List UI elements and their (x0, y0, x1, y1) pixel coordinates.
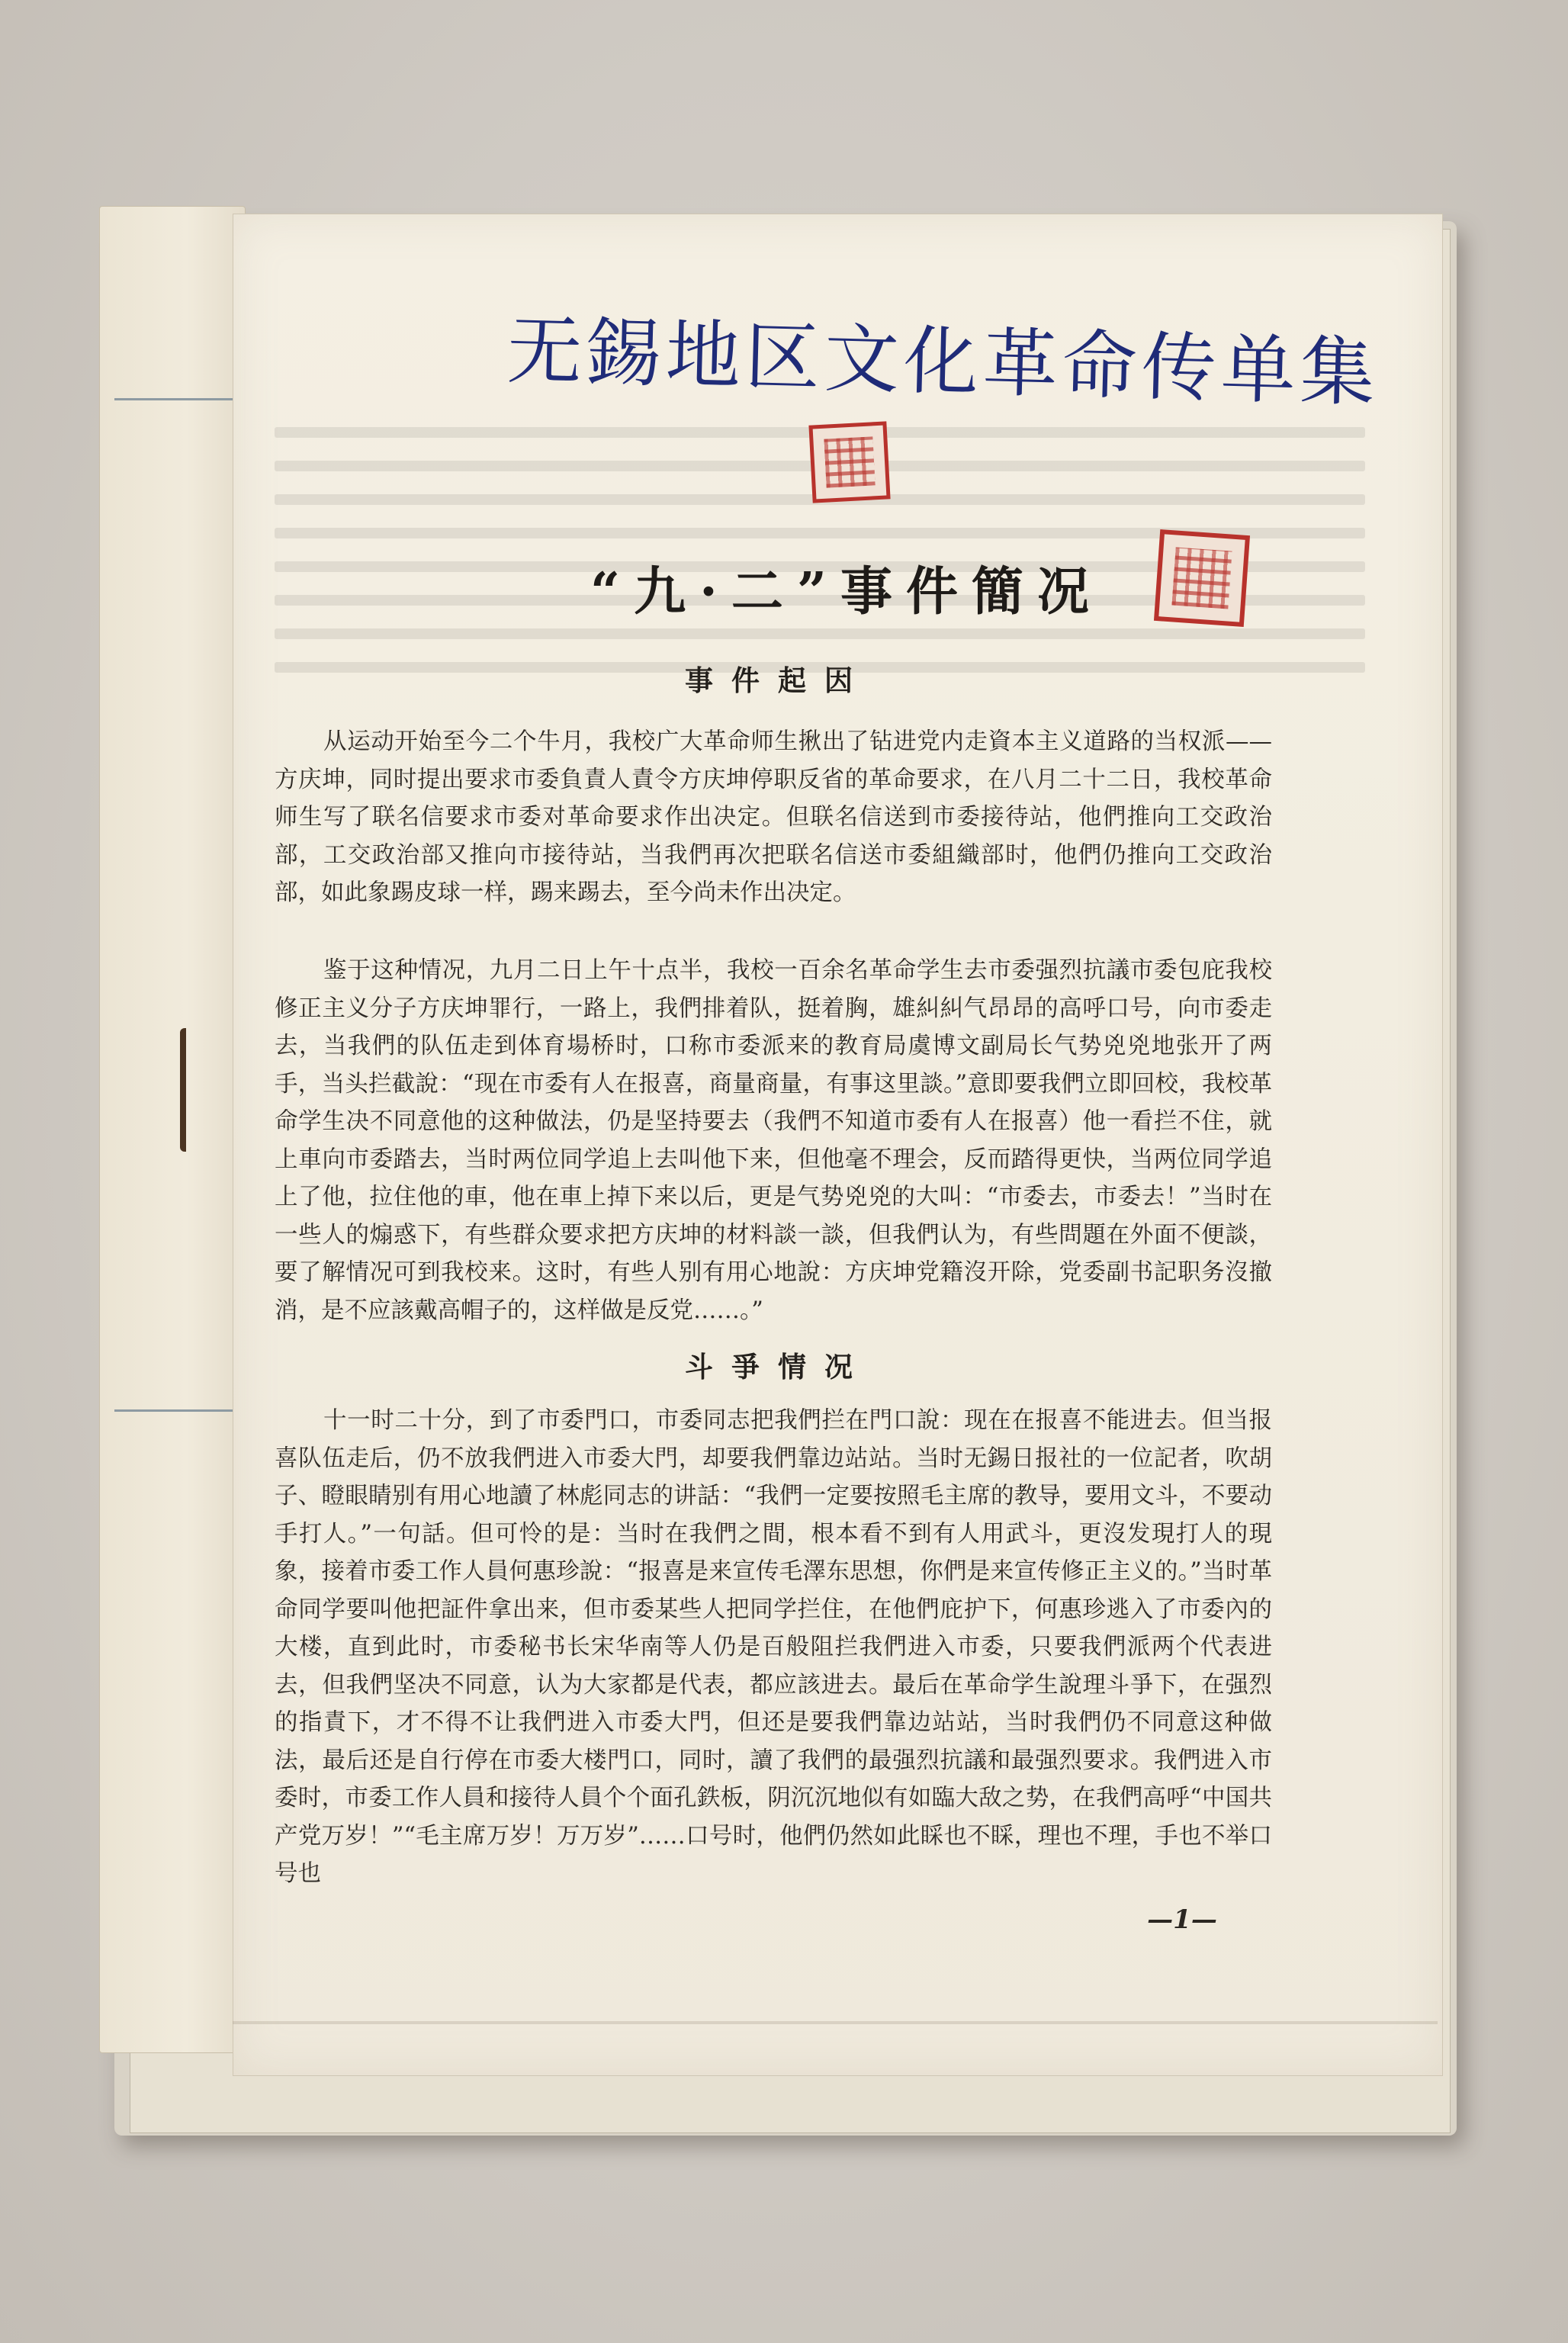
binding-hole-mark (180, 1028, 197, 1152)
page-number: —1— (1147, 1904, 1217, 1935)
red-seal-stamp (808, 421, 890, 503)
page-fold (233, 2021, 1438, 2024)
handwritten-collection-label: 无錫地区文化革命传单集 (506, 307, 1381, 417)
red-seal-stamp (1154, 529, 1250, 627)
binding-thread (114, 1409, 248, 1412)
paragraph: 从运动开始至今二个牛月，我校广大革命师生揪出了钻进党内走資本主义道路的当权派——方庆坤，同时提出要求市委負責人責令方庆坤停职反省的革命要求，在八月二十二日，我校革命师生写了联名信要求市委对革命要求作出决定。但联名信送到市委接待站，他們推向工交政治部，工交政治部又推向市接待站，当我們再次把联名信送市委組織部时，他們仍推向工交政治部，如此象踢皮球一样，踢来踢去，至今尚未作出决定。 (275, 728, 1272, 906)
document-title: “九·二”事件簡况 (590, 561, 1103, 622)
paragraph: 十一时二十分，到了市委門口，市委同志把我們拦在門口說：现在在报喜不能进去。但当报喜队伍走后，仍不放我們进入市委大門，却要我們靠边站站。当时无錫日报社的一位記者，吹胡子、瞪眼睛别有用心地讀了林彪同志的讲話：“我們一定要按照毛主席的教导，要用文斗，不要动手打人。”一句話。但可怜的是：当时在我們之間，根本看不到有人用武斗，更沒发現打人的現象，接着市委工作人員何惠珍說：“报喜是来宣传毛澤东思想，你們是来宣传修正主义的。”当时革命同学要叫他把証件拿出来，但市委某些人把同学拦住，在他們庇护下，何惠珍逃入了市委內的大楼，直到此时，市委秘书长宋华南等人仍是百般阻拦我們进入市委，只要我們派两个代表进去，但我們坚决不同意，认为大家都是代表，都应該进去。最后在革命学生說理斗爭下，在强烈的指責下，才不得不让我們进入市委大門，但还是要我們靠边站站，当时我們仍不同意这种做法，最后还是自行停在市委大楼門口，同时，讀了我們的最强烈抗議和最强烈要求。我們进入市委时，市委工作人員和接待人員个个面孔鉄板，阴沉沉地似有如臨大敌之势，在我們高呼“中国共产党万岁！”“毛主席万岁！万万岁”……口号时，他們仍然如此睬也不睬，理也不理，手也不举口号也 (275, 1407, 1272, 1887)
paragraph: 鉴于这种情况，九月二日上午十点半，我校一百余名革命学生去市委强烈抗議市委包庇我校修正主义分子方庆坤罪行，一路上，我們排着队，挺着胸，雄糾糾气昂昂的高呼口号，向市委走去，当我們的队伍走到体育場桥时，口称市委派来的教育局虞博文副局长气势兇兇地张开了两手，当头拦截說：“现在市委有人在报喜，商量商量，有事这里談。”意即要我們立即回校，我校革命学生决不同意他的这种做法，仍是坚持要去（我們不知道市委有人在报喜）他一看拦不住，就上車向市委踏去，当时两位同学追上去叫他下来，但他毫不理会，反而踏得更快，当两位同学追上了他，拉住他的車，他在車上掉下来以后，更是气势兇兇的大叫：“市委去，市委去！”当时在一些人的煽惑下，有些群众要求把方庆坤的材料談一談，但我們认为，有些問題在外面不便談，要了解情况可到我校来。这时，有些人别有用心地說：方庆坤党籍沒开除，党委副书記职务沒撤消，是不应該戴高帽子的，这样做是反党……。” (275, 957, 1272, 1324)
binding-strip (99, 206, 246, 2053)
section-heading: 斗爭情况 (685, 1350, 871, 1384)
section-heading: 事件起因 (685, 664, 871, 697)
binding-thread (114, 398, 248, 400)
